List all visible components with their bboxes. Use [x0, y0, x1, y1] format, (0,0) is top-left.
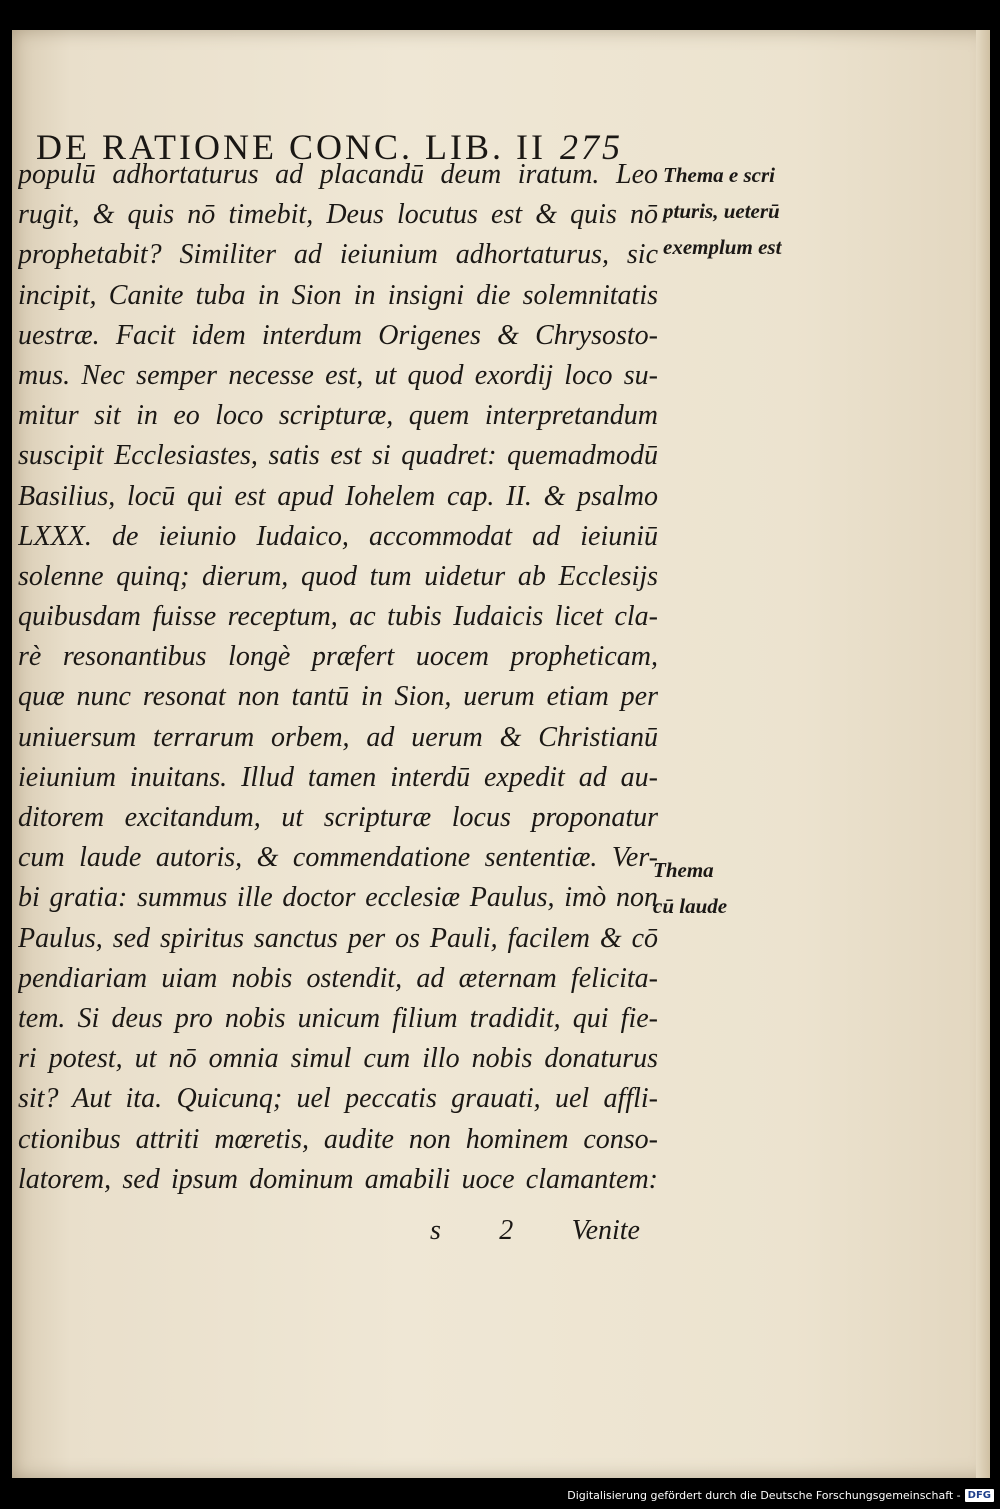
- text-line: ri potest, ut nō omnia simul cum illo nobis donaturus: [18, 1043, 658, 1075]
- text-line: cum laude autoris, & commendatione sententiæ. Ver-: [18, 842, 658, 874]
- text-line: ieiunium inuitans. Illud tamen interdū expedit ad au-: [18, 761, 658, 793]
- margin-note-thema-laude: [653, 852, 727, 924]
- text-line: rè resonantibus longè præfert uocem propheticam,: [18, 641, 658, 673]
- text-line: latorem, sed ipsum dominum amabili uoce clamantem:: [18, 1163, 658, 1195]
- dfg-logo: DFG: [965, 1489, 994, 1502]
- text-line: Paulus, sed spiritus sanctus per os Pauli, facilem & cō: [18, 922, 658, 954]
- text-line: quibusdam fuisse receptum, ac tubis Iudaicis licet cla-: [18, 601, 658, 633]
- margin-note-line: pturis, ueterū: [663, 199, 780, 223]
- text-line: mitur sit in eo loco scripturæ, quem interpretandum: [18, 400, 658, 432]
- signature-mark: s: [430, 1215, 441, 1246]
- text-line: prophetabit? Similiter ad ieiunium adhortaturus, sic: [18, 239, 658, 271]
- text-line: sit? Aut ita. Quicunq; uel peccatis grauati, uel affli-: [18, 1083, 658, 1115]
- text-line: ctionibus attriti mœretis, audite non hominem conso-: [18, 1123, 658, 1155]
- margin-note-line: exemplum est: [663, 235, 782, 259]
- catchword: Venite: [571, 1215, 640, 1246]
- text-line: incipit, Canite tuba in Sion in insigni die solemnitatis: [18, 279, 658, 311]
- digitization-credit: [567, 1485, 994, 1505]
- body-text: [18, 155, 658, 1200]
- text-line: ditorem excitandum, ut scripturæ locus proponatur: [18, 802, 658, 833]
- text-line: mus. Nec semper necesse est, ut quod exordij loco su-: [18, 359, 658, 391]
- text-line: tem. Si deus pro nobis unicum filium tradidit, qui fie-: [18, 1002, 658, 1034]
- text-line: uestræ. Facit idem interdum Origenes & Chrysosto-: [18, 319, 658, 351]
- text-line: suscipit Ecclesiastes, satis est si quadret: quemadmodū: [18, 440, 658, 472]
- text-line: quæ nunc resonat non tantū in Sion, uerum etiam per: [18, 681, 658, 713]
- text-line: populū adhortaturus ad placandū deum iratum. Leo: [18, 159, 658, 190]
- text-line: LXXX. de ieiunio Iudaico, accommodat ad ieiuniū: [18, 520, 658, 552]
- signature-number: 2: [499, 1215, 514, 1246]
- credit-text: Digitalisierung gefördert durch die Deutsche Forschungsgemeinschaft -: [567, 1488, 961, 1502]
- text-line: pendiariam uiam nobis ostendit, ad æternam felicita-: [18, 962, 658, 994]
- catchword-line: [430, 1215, 640, 1247]
- margin-note-thema-scripturis: [663, 157, 781, 265]
- page-number: 275: [559, 127, 623, 167]
- running-title: DE RATIONE CONC. LIB. II: [36, 127, 546, 167]
- margin-note-line: cū laude: [653, 894, 728, 918]
- text-line: uniuersum terrarum orbem, ad uerum & Christianū: [18, 721, 658, 753]
- text-line: bi gratia: summus ille doctor ecclesiæ Paulus, imò non: [18, 882, 658, 914]
- text-line: Basilius, locū qui est apud Iohelem cap. II. & psalmo: [18, 480, 658, 512]
- margin-note-line: Thema: [653, 858, 714, 882]
- margin-note-line: Thema e scri: [663, 163, 775, 187]
- page-edge: [976, 30, 990, 1478]
- text-line: rugit, & quis nō timebit, Deus locutus est & quis nō: [18, 199, 658, 231]
- text-line: solenne quinq; dierum, quod tum uidetur ab Ecclesijs: [18, 560, 658, 592]
